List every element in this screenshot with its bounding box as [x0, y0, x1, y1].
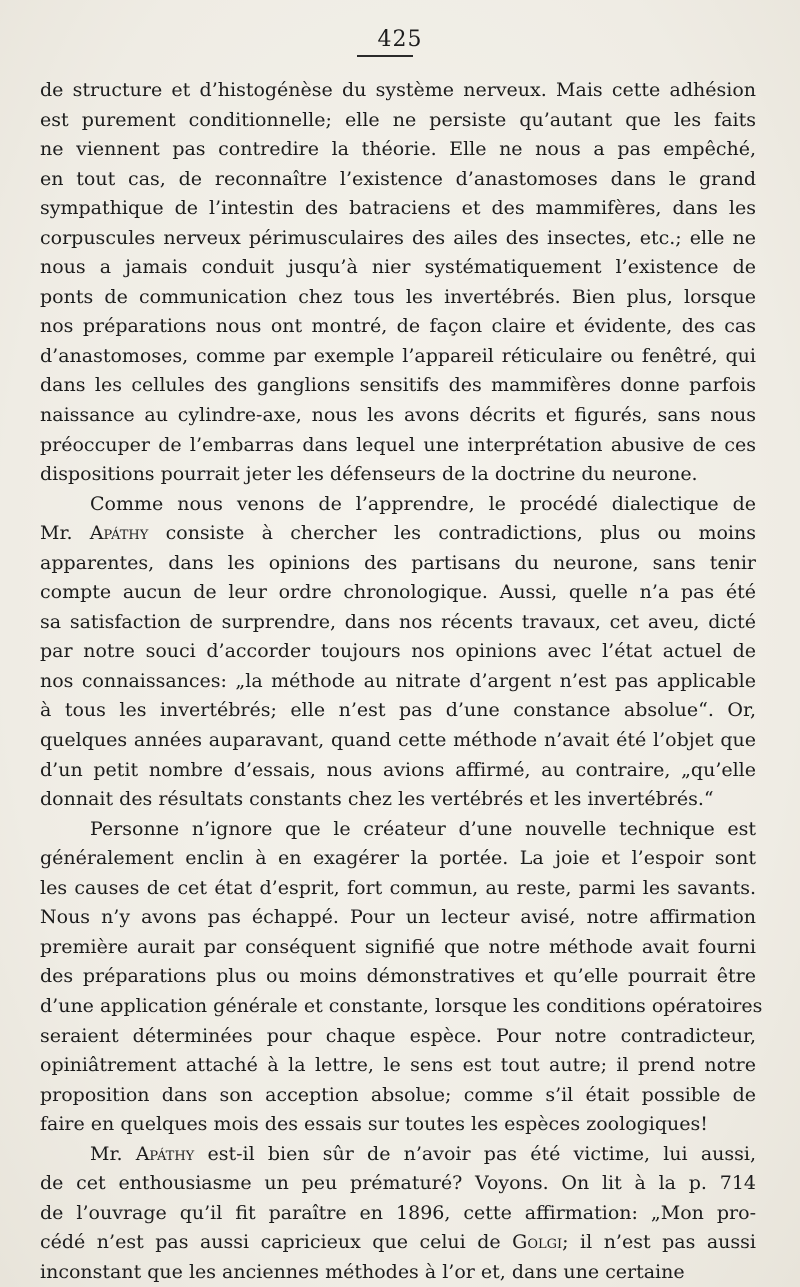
text-line: de cet enthousiasme un peu prématuré? Voyons. On lit à la p. 714 — [40, 1172, 756, 1195]
text-line: ne viennent pas contredire la théorie. Elle ne nous a pas empêché, — [40, 138, 756, 161]
paragraph — [40, 1140, 756, 1287]
page-number-rule — [357, 55, 413, 57]
text-line: Mr. Apáthy est-il bien sûr de n’avoir pas été victime, lui aussi, — [90, 1142, 757, 1165]
paragraph — [40, 490, 756, 815]
text-line: Personne n’ignore que le créateur d’une nouvelle technique est — [90, 817, 756, 840]
text-line: préoccuper de l’embarras dans lequel une interprétation abusive de ces — [40, 433, 756, 456]
body-text — [40, 76, 763, 1287]
text-line: Nous n’y avons pas échappé. Pour un lecteur avisé, notre affirmation — [40, 906, 756, 929]
paragraph — [40, 76, 756, 490]
author-name: Apáthy — [89, 522, 149, 545]
text-line: Mr. Apáthy consiste à chercher les contradictions, plus ou moins — [40, 522, 756, 545]
text-line: d’anastomoses, comme par exemple l’appareil réticulaire ou fenêtré, qui — [40, 344, 756, 367]
text-line: opiniâtrement attaché à la lettre, le sens est tout autre; il prend notre — [40, 1054, 756, 1077]
text-line: en tout cas, de reconnaître l’existence d’anastomoses dans le grand — [40, 167, 756, 190]
text-line: des préparations plus ou moins démonstratives et qu’elle pourrait être — [40, 965, 756, 988]
author-name: Golgi — [512, 1231, 563, 1254]
text-line: sa satisfaction de surprendre, dans nos récents travaux, cet aveu, dicté — [40, 610, 756, 633]
text-line: dispositions pourrait jeter les défenseurs de la doctrine du neurone. — [40, 463, 698, 486]
page-number: 425 — [377, 27, 423, 52]
text-line: de l’ouvrage qu’il fit paraître en 1896, cette affirmation: „Mon pro- — [40, 1201, 756, 1224]
text-line: naissance au cylindre-axe, nous les avons décrits et figurés, sans nous — [40, 404, 756, 427]
text-line: inconstant que les anciennes méthodes à l’or et, dans une certaine — [40, 1260, 685, 1283]
text-line: nous a jamais conduit jusqu’à nier systématiquement l’existence de — [40, 256, 756, 279]
text-line: dans les cellules des ganglions sensitifs des mammifères donne parfois — [40, 374, 756, 397]
text-line: compte aucun de leur ordre chronologique. Aussi, quelle n’a pas été — [40, 581, 756, 604]
author-name: Apáthy — [135, 1142, 195, 1165]
text-line: corpuscules nerveux périmusculaires des ailes des insectes, etc.; elle ne — [40, 226, 756, 249]
text-line: sympathique de l’intestin des batraciens et des mammifères, dans les — [40, 197, 756, 220]
text-line: nos connaissances: „la méthode au nitrate d’argent n’est pas applicable — [40, 669, 756, 692]
text-line: généralement enclin à en exagérer la portée. La joie et l’espoir sont — [40, 847, 756, 870]
text-line: cédé n’est pas aussi capricieux que celui de Golgi; il n’est pas aussi — [40, 1231, 756, 1254]
text-line: proposition dans son acception absolue; comme s’il était possible de — [40, 1083, 756, 1106]
text-line: à tous les invertébrés; elle n’est pas d’une constance absolue“. Or, — [40, 699, 756, 722]
text-line: première aurait par conséquent signifié que notre méthode avait fourni — [40, 935, 756, 958]
paragraph — [40, 815, 763, 1140]
text-line: d’une application générale et constante, lorsque les conditions opératoires — [40, 994, 763, 1017]
text-line: faire en quelques mois des essais sur toutes les espèces zoologiques! — [40, 1113, 708, 1136]
text-line: les causes de cet état d’esprit, fort commun, au reste, parmi les savants. — [40, 876, 756, 899]
text-line: Comme nous venons de l’apprendre, le procédé dialectique de — [90, 492, 756, 515]
text-line: seraient déterminées pour chaque espèce. Pour notre contradicteur, — [40, 1024, 756, 1047]
text-line: nos préparations nous ont montré, de façon claire et évidente, des cas — [40, 315, 756, 338]
text-line: d’un petit nombre d’essais, nous avions affirmé, au contraire, „qu’elle — [40, 758, 756, 781]
text-line: ponts de communication chez tous les invertébrés. Bien plus, lorsque — [40, 285, 756, 308]
text-line: quelques années auparavant, quand cette méthode n’avait été l’objet que — [40, 729, 756, 752]
text-line: donnait des résultats constants chez les vertébrés et les invertébrés.“ — [40, 788, 714, 811]
text-line: est purement conditionnelle; elle ne persiste qu’autant que les faits — [40, 108, 756, 131]
text-line: de structure et d’histogénèse du système nerveux. Mais cette adhésion — [40, 79, 756, 101]
text-line: par notre souci d’accorder toujours nos opinions avec l’état actuel de — [40, 640, 756, 663]
text-line: apparentes, dans les opinions des partisans du neurone, sans tenir — [40, 551, 756, 574]
